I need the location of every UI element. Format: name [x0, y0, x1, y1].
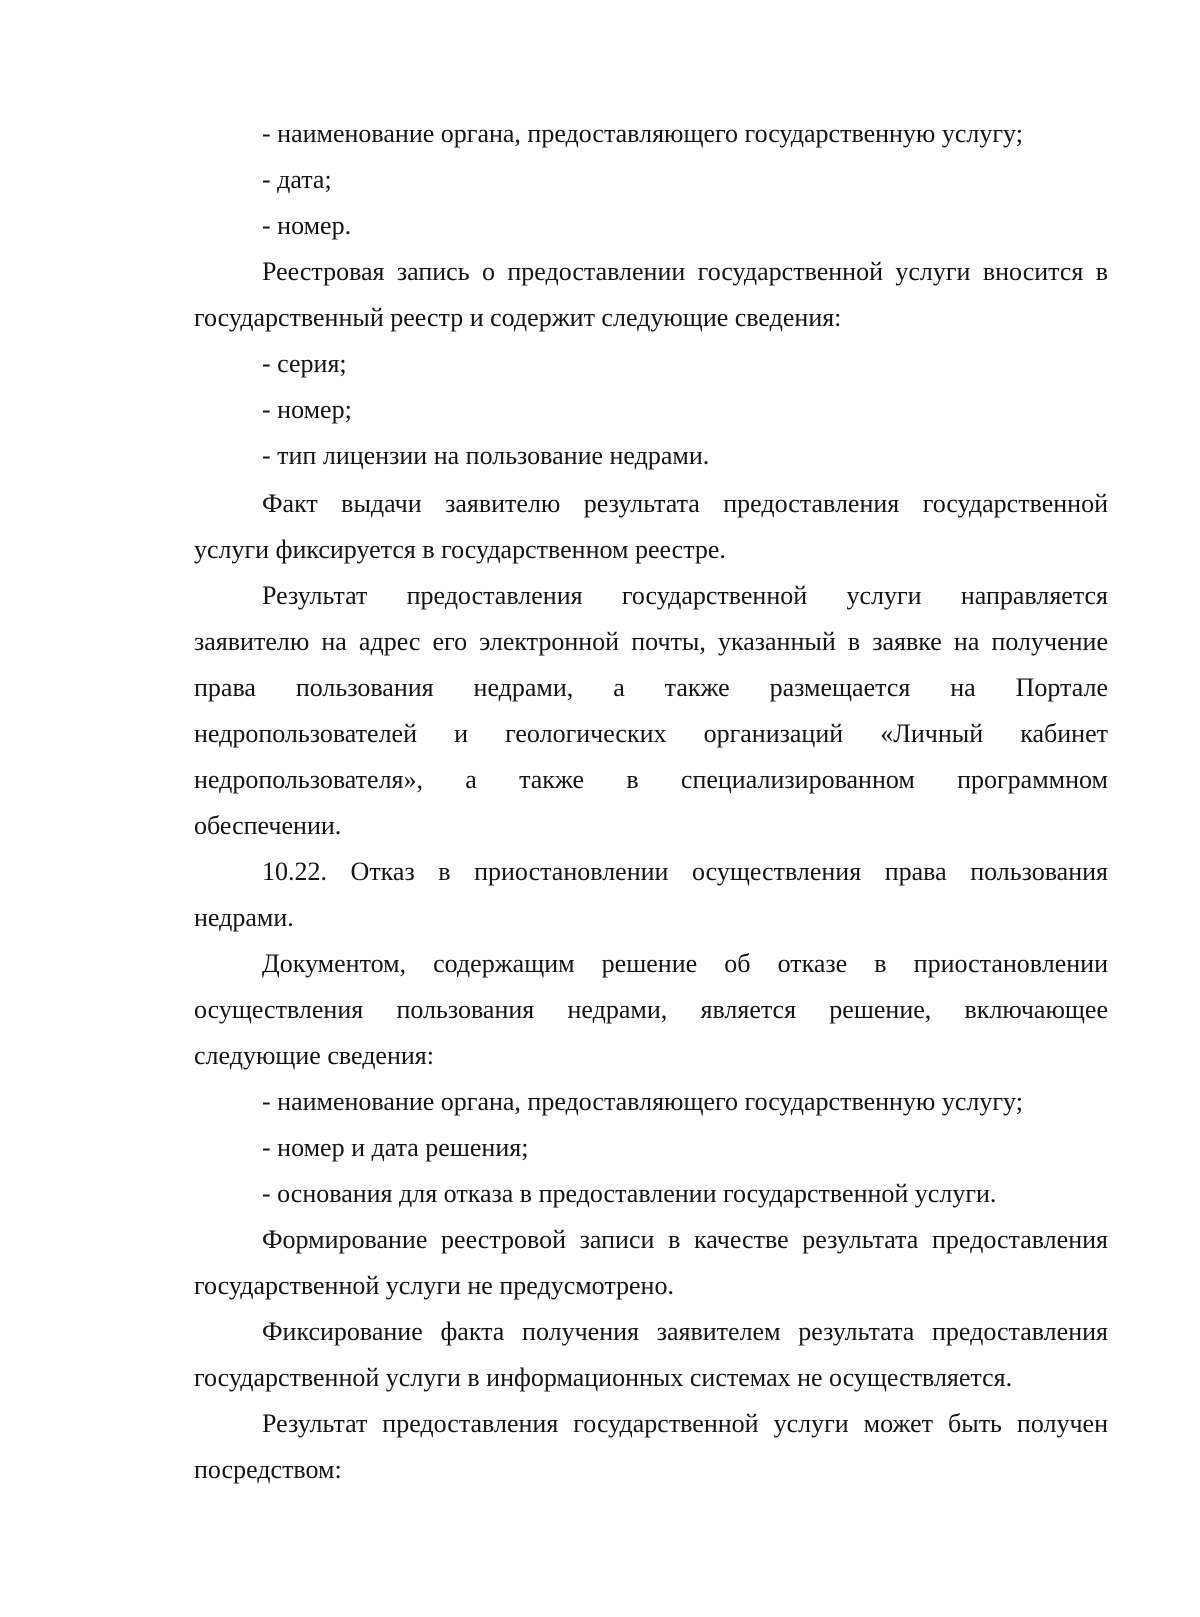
list-item-refusal-grounds: - основания для отказа в предоставлении государственной услуги. [262, 1179, 997, 1208]
paragraph-line: недропользователя», а также в специализированном программном [194, 765, 1108, 794]
paragraph-line: Документом, содержащим решение об отказе в приостановлении [262, 949, 1108, 978]
paragraph-line: государственный реестр и содержит следующие сведения: [194, 303, 842, 332]
section-heading-10-22-continuation: недрами. [194, 903, 294, 932]
paragraph-line: обеспечении. [194, 811, 342, 840]
paragraph-line: Результат предоставления государственной услуги направляется [262, 581, 1108, 610]
paragraph-line: Формирование реестровой записи в качестве результата предоставления [262, 1225, 1108, 1254]
list-item-number: - номер; [262, 395, 352, 424]
list-item-authority-name: - наименование органа, предоставляющего государственную услугу; [262, 1087, 1023, 1116]
list-item-authority-name: - наименование органа, предоставляющего государственную услугу; [262, 119, 1023, 148]
paragraph-line: недропользователей и геологических организаций «Личный кабинет [194, 719, 1108, 748]
paragraph-line: услуги фиксируется в государственном реестре. [194, 535, 726, 564]
list-item-decision-number-date: - номер и дата решения; [262, 1133, 529, 1162]
list-item-series: - серия; [262, 349, 347, 378]
list-item-number: - номер. [262, 211, 352, 240]
list-item-license-type: - тип лицензии на пользование недрами. [262, 441, 710, 470]
paragraph-line: осуществления пользования недрами, является решение, включающее [194, 995, 1108, 1024]
paragraph-line: следующие сведения: [194, 1041, 434, 1070]
list-item-date: - дата; [262, 165, 332, 194]
paragraph-line: государственной услуги не предусмотрено. [194, 1271, 674, 1300]
paragraph-line: Фиксирование факта получения заявителем результата предоставления [262, 1317, 1108, 1346]
paragraph-line: государственной услуги в информационных системах не осуществляется. [194, 1363, 1013, 1392]
paragraph-line: посредством: [194, 1455, 342, 1484]
paragraph-line: Результат предоставления государственной услуги может быть получен [262, 1409, 1108, 1438]
section-heading-10-22: 10.22. Отказ в приостановлении осуществления права пользования [262, 857, 1108, 886]
paragraph-line: права пользования недрами, а также размещается на Портале [194, 673, 1108, 702]
paragraph-line: Факт выдачи заявителю результата предоставления государственной [262, 489, 1108, 518]
paragraph-line: Реестровая запись о предоставлении государственной услуги вносится в [262, 257, 1108, 286]
paragraph-line: заявителю на адрес его электронной почты, указанный в заявке на получение [194, 627, 1108, 656]
